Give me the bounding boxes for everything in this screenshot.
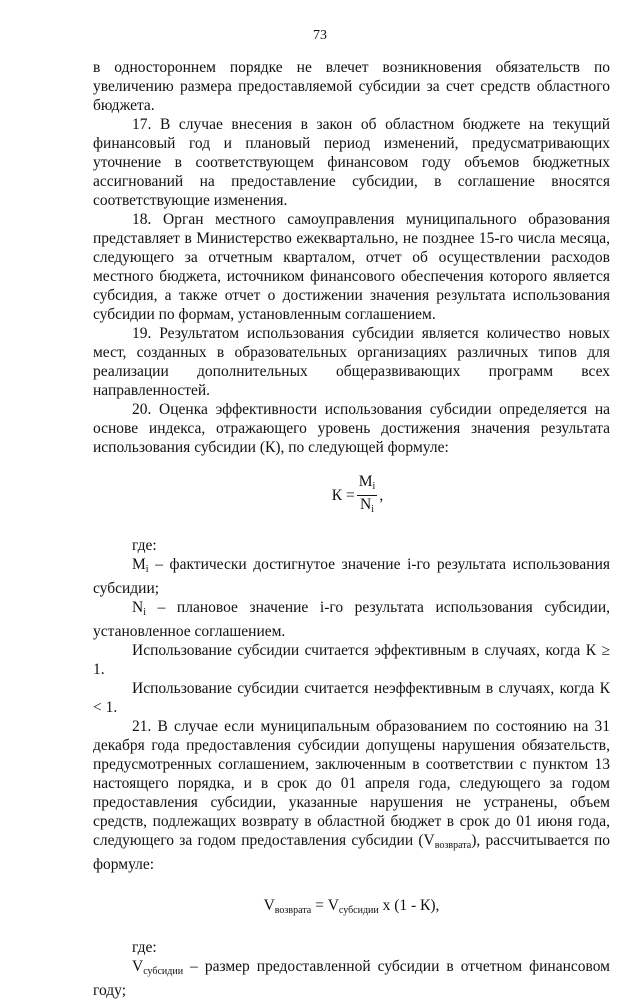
formula-k-tail: , <box>379 487 384 504</box>
ineffective-condition: Использование субсидии считается неэффективным в случаях, когда К < 1. <box>93 680 610 716</box>
definition-v-subsidy: $V_{субсидии}$ – размер предоставленной субсидии в отчетном финансовом году; <box>93 958 610 999</box>
formula-k-lhs: К = <box>331 487 355 504</box>
paragraph-18: 18. Орган местного самоуправления муниципального образования представляет в Министерство ежеквартально, не позднее 15-го числа месяца, следующего за отчетным кварталом, отчет об осуществлении расходов местного бюджета, источником финансового обеспечения которого является субсидия, а также отчет о достижении значения результата использования субсидии по формам, установленным соглашением. <box>93 211 610 323</box>
definition-mi: $M_i$ – фактически достигнутое значение i-го результата использования субсидии; <box>93 556 610 597</box>
where-label-2: где: <box>132 939 157 956</box>
paragraph-21: 21. В случае если муниципальным образованием по состоянию на 31 декабря года предоставления субсидии допущены нарушения обязательств, предусмотренных соглашением, заключенным в соответствии с пунктом 13 настоящего порядка, и в срок до 01 апреля года, следующего за годом предоставления субсидии, указанные нарушения не устранены, объем средств, подлежащих возврату в областной бюджет в срок до 01 июня года, следующего за годом предоставления субсидии $(V_{возврата})$, рассчитывается по формуле: <box>93 718 610 873</box>
formula-k-numerator: $M_i$ <box>357 473 378 496</box>
definition-ni: $N_i$ – плановое значение i-го результата использования субсидии, установленное соглашением. <box>93 599 610 640</box>
formula-k-fraction <box>357 473 378 518</box>
formula-k-denominator: $N_i$ <box>360 496 375 515</box>
paragraph-20: 20. Оценка эффективности использования субсидии определяется на основе индекса, отражающего уровень достижения значения результата использования субсидии (К), по следующей формуле: <box>93 401 610 456</box>
formula-k <box>105 473 610 518</box>
effective-condition: Использование субсидии считается эффективным в случаях, когда К ≥ 1. <box>93 642 610 678</box>
where-label-1: где: <box>132 537 157 554</box>
paragraph-continuation: в одностороннем порядке не влечет возникновения обязательств по увеличению размера предоставляемой субсидии за счет средств областного бюджета. <box>93 59 610 114</box>
paragraph-19: 19. Результатом использования субсидии является количество новых мест, созданных в образовательных организациях различных типов для реализации дополнительных общеразвивающих программ всех направленностей. <box>93 325 610 399</box>
paragraph-17: 17. В случае внесения в закон об областном бюджете на текущий финансовый год и плановый период изменений, предусматривающих уточнение в соответствующем финансовом году объемов бюджетных ассигнований на предоставление субсидии, в соглашение вносятся соответствующие изменения. <box>93 116 610 209</box>
page-number: 73 <box>313 28 327 43</box>
document-body <box>93 58 610 1000</box>
formula-refund: $V_{возврата} = V_{субсидии}$ х (1 - К), <box>263 897 440 916</box>
